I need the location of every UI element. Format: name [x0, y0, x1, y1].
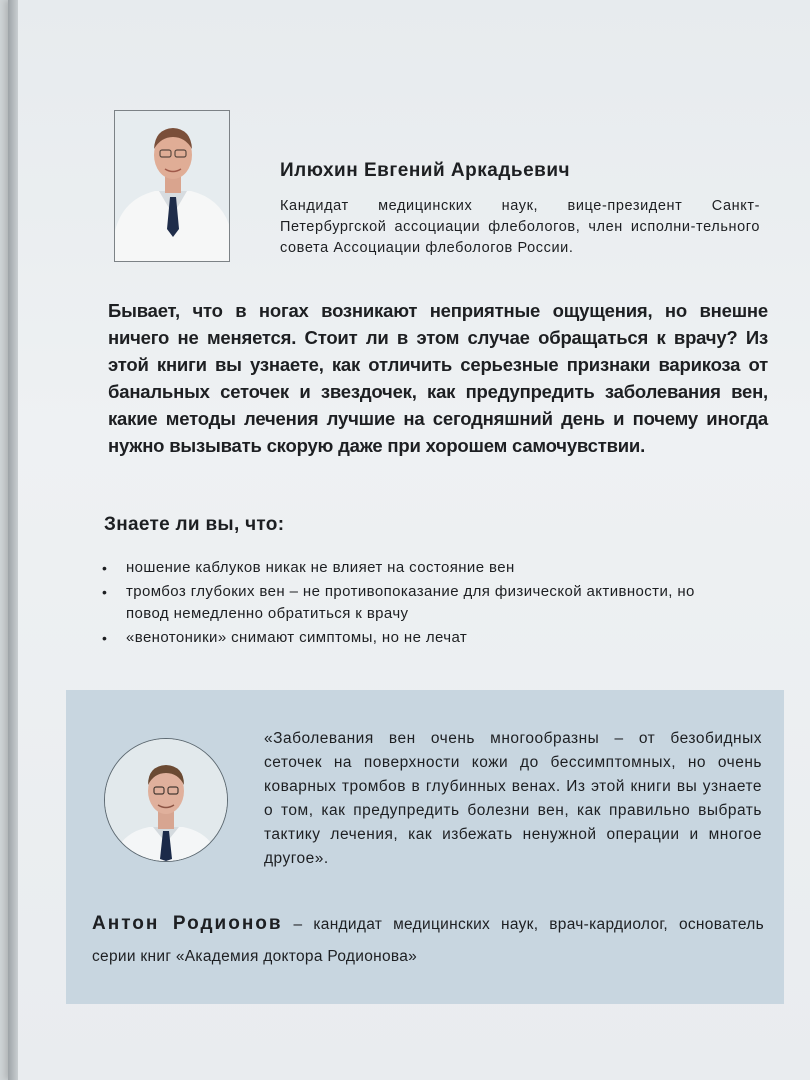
- fact-text: «венотоники» снимают симптомы, но не лечат: [126, 629, 468, 646]
- expert-name: Антон Родионов: [92, 913, 283, 934]
- book-description: Бывает, что в ногах возникают неприятные ощущения, но внешне ничего не меняется. Стоит ли в этом случае обращаться к врачу? Из этой книги вы узнаете, как отличить серьезные признаки варикоза от банальных сеточек и звездочек, как предупредить заболевания вен, какие методы лечения лучшие на сегодняшний день и почему иногда нужно вызывать скорую даже при хорошем самочувствии.: [108, 300, 768, 456]
- facts-list: [100, 557, 700, 651]
- bullet-icon: •: [102, 630, 108, 646]
- bullet-icon: •: [102, 584, 108, 600]
- expert-description: – кандидат медицинских наук, врач-кардиолог, основатель серии книг «Академия доктора Родионова»: [92, 916, 764, 965]
- expert-credit: [92, 908, 764, 973]
- list-item: [100, 557, 700, 579]
- author-bio: Кандидат медицинских наук, вице-президент Санкт-Петербургской ассоциации флебологов, член исполни-тельного совета Ассоциации флебологов России.: [280, 198, 760, 256]
- list-item: [100, 581, 700, 625]
- expert-portrait-illustration: [105, 739, 227, 861]
- bullet-icon: •: [102, 560, 108, 576]
- expert-photo: [104, 738, 228, 862]
- expert-quote: «Заболевания вен очень многообразны – от безобидных сеточек на поверхности кожи до бессимптомных, но очень коварных тромбов в глубинных венах. Из этой книги вы узнаете о том, как предупредить болезни вен, как правильно выбрать тактику лечения, как избежать ненужной операции и многое другое».: [264, 730, 762, 867]
- fact-text: тромбоз глубоких вен – не противопоказание для физической активности, но повод немедленно обратиться к врачу: [126, 583, 695, 622]
- author-portrait-illustration: [115, 111, 230, 262]
- author-photo: [114, 110, 230, 262]
- list-item: [100, 627, 700, 649]
- cover-spine-edge: [8, 0, 18, 1080]
- author-name: Илюхин Евгений Аркадьевич: [280, 160, 571, 181]
- fact-text: ношение каблуков никак не влияет на состояние вен: [126, 559, 515, 576]
- book-back-cover: [8, 0, 810, 1080]
- facts-heading: Знаете ли вы, что:: [104, 514, 285, 535]
